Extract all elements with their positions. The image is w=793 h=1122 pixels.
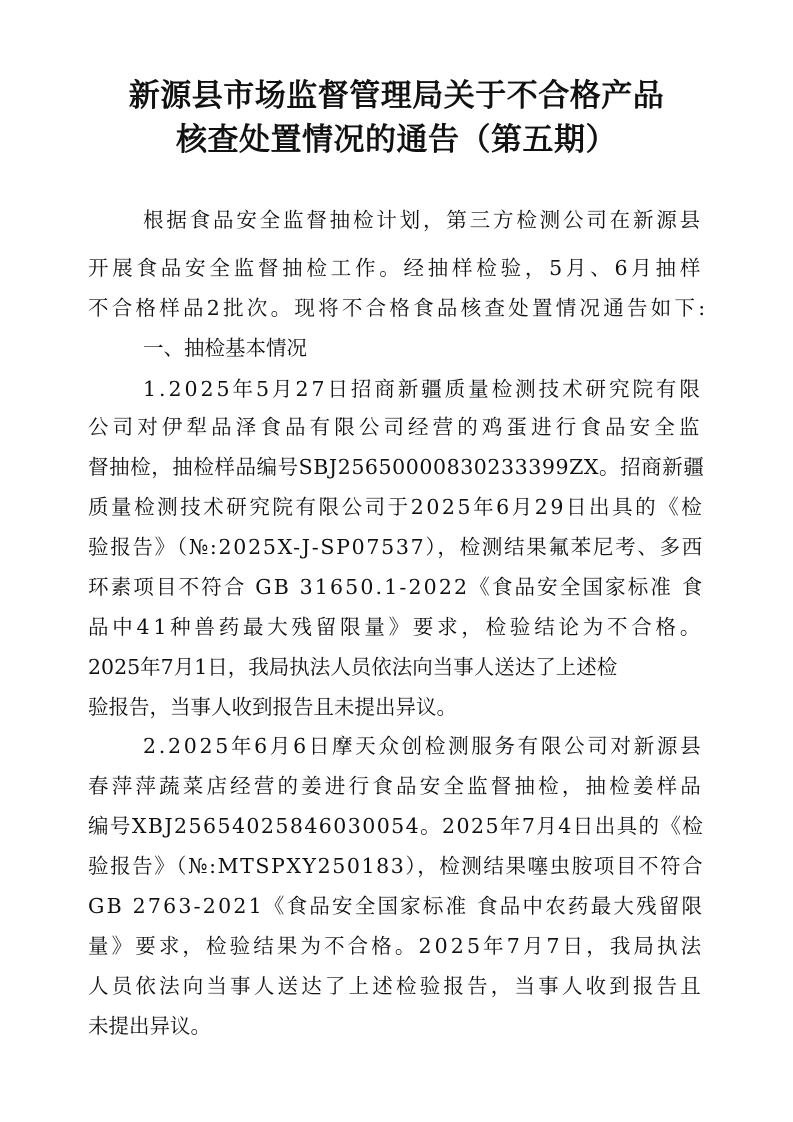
- item1-line-2: 公司对伊犁品泽食品有限公司经营的鸡蛋进行食品安全监: [88, 415, 704, 439]
- item1-line-8: 2025年7月1日，我局执法人员依法向当事人送达了上述检: [88, 655, 618, 679]
- paragraph-intro-line-1: 根据食品安全监督抽检计划，第三方检测公司在新源县: [143, 208, 703, 232]
- item2-line-7: 人员依法向当事人送达了上述检验报告，当事人收到报告且: [88, 974, 704, 998]
- item2-line-2: 春萍萍蔬菜店经营的姜进行食品安全监督抽检，抽检姜样品: [88, 774, 704, 798]
- section-heading-1: 一、抽检基本情况: [143, 336, 307, 360]
- document-title-line-2: 核查处置情况的通告（第五期）: [176, 122, 617, 158]
- item1-line-7: 品中41种兽药最大残留限量》要求，检验结论为不合格。: [88, 615, 705, 639]
- item1-line-9: 验报告，当事人收到报告且未提出异议。: [88, 695, 457, 719]
- item1-line-1: 1.2025年5月27日招商新疆质量检测技术研究院有限: [143, 377, 703, 401]
- paragraph-intro-line-3: 不合格样品2批次。现将不合格食品核查处置情况通告如下:: [88, 296, 709, 320]
- item1-line-3: 督抽检，抽检样品编号SBJ25650000830233399ZX。招商新疆: [88, 455, 705, 479]
- item2-line-5: GB 2763-2021《食品安全国家标准 食品中农药最大残留限: [88, 894, 705, 918]
- item1-line-5: 验报告》（№:2025X-J-SP07537），检测结果氟苯尼考、多西: [88, 535, 704, 559]
- document-title-line-1: 新源县市场监督管理局关于不合格产品: [128, 78, 665, 114]
- item2-line-1: 2.2025年6月6日摩天众创检测服务有限公司对新源县: [143, 734, 704, 758]
- paragraph-intro-line-2: 开展食品安全监督抽检工作。经抽样检验，5月、6月抽样: [88, 256, 705, 280]
- item1-line-4: 质量检测技术研究院有限公司于2025年6月29日出具的《检: [88, 495, 705, 519]
- item2-line-3: 编号XBJ25654025846030054。2025年7月4日出具的《检: [88, 814, 705, 838]
- item1-line-6: 环素项目不符合 GB 31650.1-2022《食品安全国家标准 食: [88, 575, 705, 599]
- item2-line-4: 验报告》（№:MTSPXY250183），检测结果噻虫胺项目不符合: [88, 854, 705, 878]
- item2-line-6: 量》要求，检验结果为不合格。2025年7月7日，我局执法: [88, 934, 705, 958]
- item2-line-8: 未提出异议。: [88, 1014, 211, 1038]
